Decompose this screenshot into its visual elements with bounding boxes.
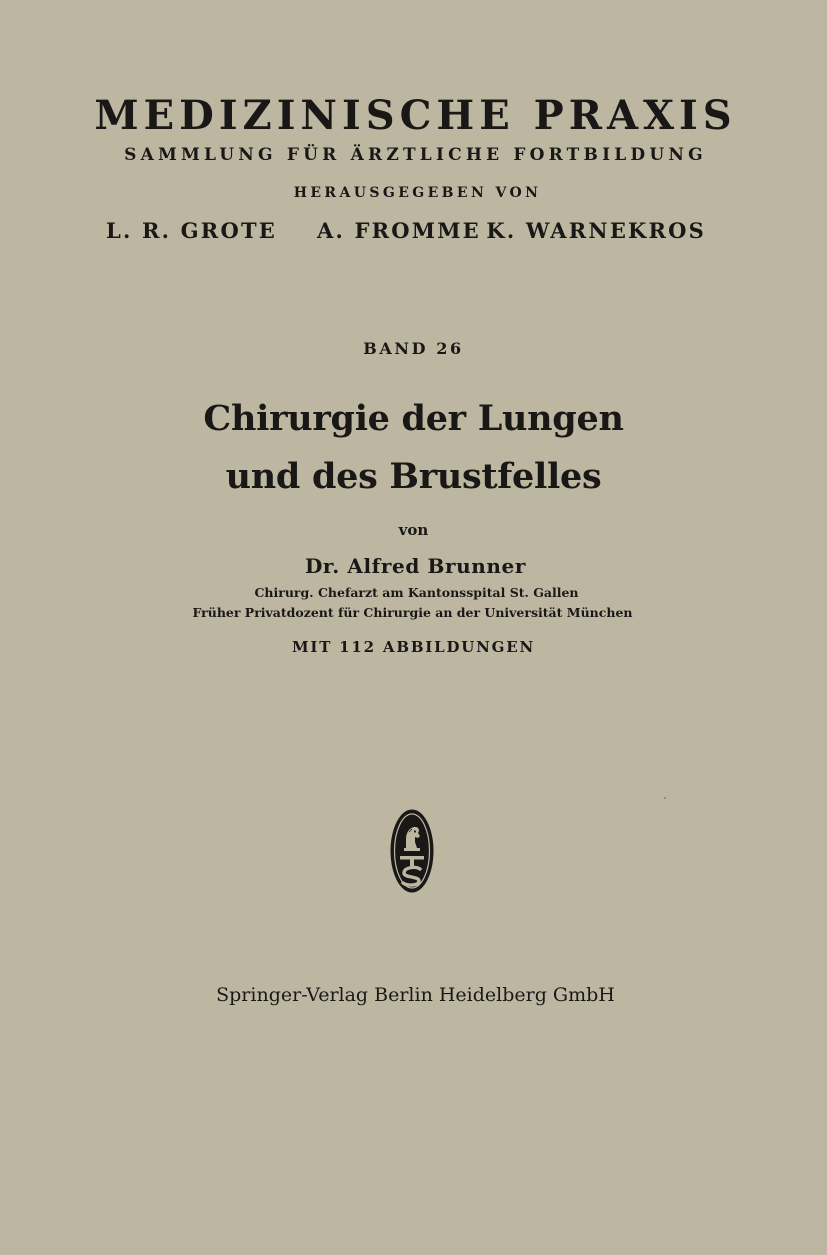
editors-heading: HERAUSGEGEBEN VON <box>293 185 542 201</box>
book-title-line: und des Brustfelles <box>225 456 602 497</box>
series-subtitle: SAMMLUNG FÜR ÄRZTLICHE FORTBILDUNG <box>124 145 707 165</box>
book-title-line: Chirurgie der Lungen <box>203 398 624 439</box>
author-affiliation: Chirurg. Chefarzt am Kantonsspital St. Gallen <box>254 585 579 600</box>
editor-name: L. R. GROTE <box>106 218 277 243</box>
series-title: MEDIZINISCHE PRAXIS <box>94 92 737 139</box>
illustrations-note: MIT 112 ABBILDUNGEN <box>291 638 536 656</box>
byline: von <box>398 521 429 539</box>
author-affiliation: Früher Privatdozent für Chirurgie an der Universität München <box>192 605 633 620</box>
editor-name: K. WARNEKROS <box>486 218 706 243</box>
springer-chess-knight-logo-icon <box>389 808 435 894</box>
volume-number: BAND 26 <box>363 339 464 358</box>
book-title <box>0 390 827 506</box>
author-name: Dr. Alfred Brunner <box>304 554 527 578</box>
publisher-name: Springer-Verlag Berlin Heidelberg GmbH <box>216 984 615 1006</box>
editors-list <box>106 216 706 246</box>
paper-speck <box>664 797 666 799</box>
editor-name: A. FROMME <box>317 218 481 243</box>
